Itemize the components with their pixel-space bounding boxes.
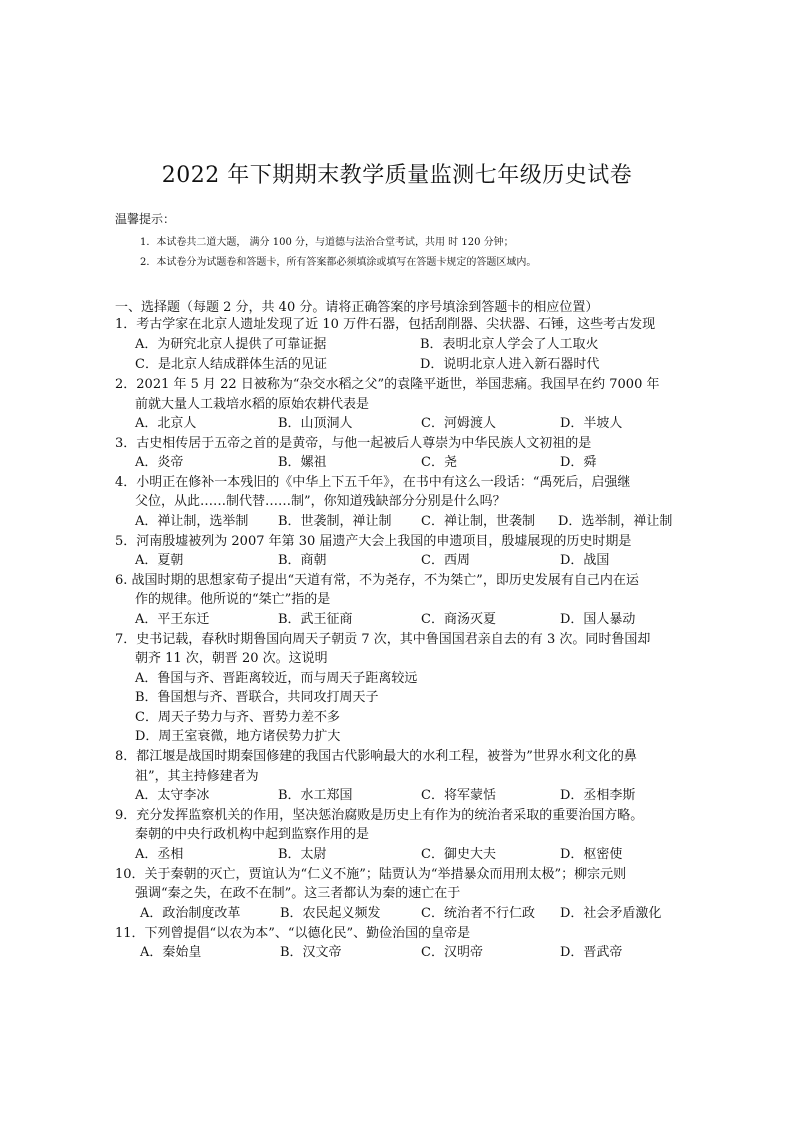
- question-2-option-a: A．北京人: [135, 416, 197, 431]
- question-7-stem-cont: 朝齐 11 次，朝晋 20 次。这说明: [135, 651, 328, 666]
- question-7-option-d: D．周王室衰微，地方诸侯势力扩大: [135, 729, 341, 744]
- question-7-stem: 7．史书记载，春秋时期鲁国向周天子朝贡 7 次，其中鲁国国君亲自去的有 3 次。同时鲁国却: [115, 632, 651, 647]
- question-3-option-c: C．尧: [421, 455, 457, 470]
- question-5-option-d: D．战国: [560, 553, 610, 568]
- question-5-stem: 5．河南殷墟被列为 2007 年第 30 届遗产大会上我国的申遗项目，殷墟展现的历史时期是: [115, 534, 632, 549]
- question-7-option-b: B．鲁国想与齐、晋联合，共同攻打周天子: [135, 690, 379, 705]
- question-5-option-c: C．西周: [421, 553, 470, 568]
- question-4-option-b: B．世袭制，禅让制: [278, 514, 392, 529]
- question-9-option-b: B．太尉: [278, 847, 327, 862]
- question-3-option-a: A．炎帝: [135, 455, 184, 470]
- question-3-option-d: D．舜: [560, 455, 597, 470]
- question-9-option-a: A．丞相: [135, 847, 184, 862]
- question-10-option-c: C．统治者不行仁政: [421, 906, 535, 921]
- question-6-option-a: A．平王东迁: [135, 612, 210, 627]
- question-4-option-d: D．选举制，禅让制: [558, 514, 673, 529]
- question-8-stem: 8．都江堰是战国时期秦国修建的我国古代影响最大的水利工程，被誉为”世界水利文化的鼻: [115, 749, 637, 764]
- question-2-option-d: D．半坡人: [560, 416, 623, 431]
- question-8-option-b: B．水工郑国: [278, 788, 353, 803]
- question-11-stem: 11．下列曾提倡“以农为本”、“以德化民”、勤俭治国的皇帝是: [115, 926, 471, 941]
- question-2-option-c: C．河姆渡人: [421, 416, 496, 431]
- question-10-option-d: D．社会矛盾激化: [560, 906, 662, 921]
- question-4-stem: 4．小明正在修补一本残旧的《中华上下五千年》，在书中有这么一段话：“禹死后，启强继: [115, 475, 631, 490]
- question-4-stem-cont: 父位，从此……制代替……制”，你知道残缺部分分别是什么吗？: [135, 494, 506, 509]
- question-10-option-b: B．农民起义频发: [280, 906, 381, 921]
- question-6-stem: 6. 战国时期的思想家荀子提出“天道有常，不为尧存，不为桀亡”，即历史发展有自己内在运: [115, 573, 639, 588]
- question-7-option-a: A．鲁国与齐、晋距离较近，而与周天子距离较远: [135, 671, 418, 686]
- exam-title: 2022 年下期期末教学质量监测七年级历史试卷: [161, 163, 633, 188]
- question-10-stem: 10．关于秦朝的灭亡，贾谊认为“仁义不施”；陆贾认为“举措暴众而用刑太极”；柳宗元则: [115, 867, 627, 882]
- question-8-stem-cont: 祖”，其主持修建者为: [135, 769, 259, 784]
- question-6-stem-cont: 作的规律。他所说的“桀亡”指的是: [135, 592, 331, 607]
- tips-heading: 温馨提示：: [115, 212, 176, 226]
- question-9-option-c: C．御史大夫: [421, 847, 496, 862]
- question-2-stem: 2．2021 年 5 月 22 日被称为“杂交水稻之父”的袁隆平逝世，举国悲痛。我国早在约 7000 年: [115, 377, 660, 392]
- question-4-option-a: A．禅让制，选举制: [135, 514, 249, 529]
- question-1-option-c: C．是北京人结成群体生活的见证: [135, 357, 327, 372]
- question-11-option-a: A．秦始皇: [140, 945, 202, 960]
- question-11-option-b: B．汉文帝: [280, 945, 342, 960]
- question-9-stem: 9．充分发挥监察机关的作用，坚决惩治腐败是历史上有作为的统治者采取的重要治国方略。: [115, 808, 644, 823]
- question-10-option-a: A．政治制度改革: [140, 906, 241, 921]
- question-7-option-c: C．周天子势力与齐、晋势力差不多: [135, 710, 340, 725]
- question-6-option-c: C．商汤灭夏: [421, 612, 496, 627]
- tip-1: 1．本试卷共二道大题， 满分 100 分，与道德与法治合堂考试，共用 时 120 分钟；: [140, 237, 514, 248]
- question-2-stem-cont: 前就大量人工栽培水稻的原始农耕代表是: [135, 397, 370, 412]
- question-9-stem-cont: 秦朝的中央行政机构中起到监察作用的是: [135, 827, 370, 842]
- question-1-option-d: D．说明北京人进入新石器时代: [420, 357, 600, 372]
- question-8-option-c: C．将军蒙恬: [421, 788, 496, 803]
- tip-2: 2．本试卷分为试题卷和答题卡，所有答案都必须填涂或填写在答题卡规定的答题区域内。: [140, 257, 537, 268]
- question-4-option-c: C．禅让制，世袭制: [421, 514, 535, 529]
- question-2-option-b: B．山顶洞人: [278, 416, 353, 431]
- question-9-option-d: D．枢密使: [560, 847, 623, 862]
- question-10-stem-cont: 强调“秦之失，在政不在制”。这三者都认为秦的速亡在于: [135, 886, 461, 901]
- question-8-option-a: A．太守李冰: [135, 788, 210, 803]
- question-3-stem: 3．古史相传居于五帝之首的是黄帝，与他一起被后人尊崇为中华民族人文初祖的是: [115, 436, 592, 451]
- section-heading: 一、选择题（每题 2 分，共 40 分。请将正确答案的序号填涂到答题卡的相应位置）: [115, 300, 599, 315]
- question-8-option-d: D．丞相李斯: [560, 788, 636, 803]
- question-6-option-d: D．国人暴动: [560, 612, 636, 627]
- question-1-stem: 1．考古学家在北京人遗址发现了近 10 万件石器，包括刮削器、尖状器、石锤，这些考古发现: [115, 317, 656, 332]
- question-6-option-b: B．武王征商: [278, 612, 353, 627]
- question-5-option-a: A．夏朝: [135, 553, 184, 568]
- question-5-option-b: B．商朝: [278, 553, 327, 568]
- question-11-option-c: C．汉明帝: [421, 945, 483, 960]
- question-1-option-b: B．表明北京人学会了人工取火: [420, 337, 599, 352]
- question-3-option-b: B．嫘祖: [278, 455, 327, 470]
- question-1-option-a: A．为研究北京人提供了可靠证据: [135, 337, 327, 352]
- question-11-option-d: D．晋武帝: [560, 945, 623, 960]
